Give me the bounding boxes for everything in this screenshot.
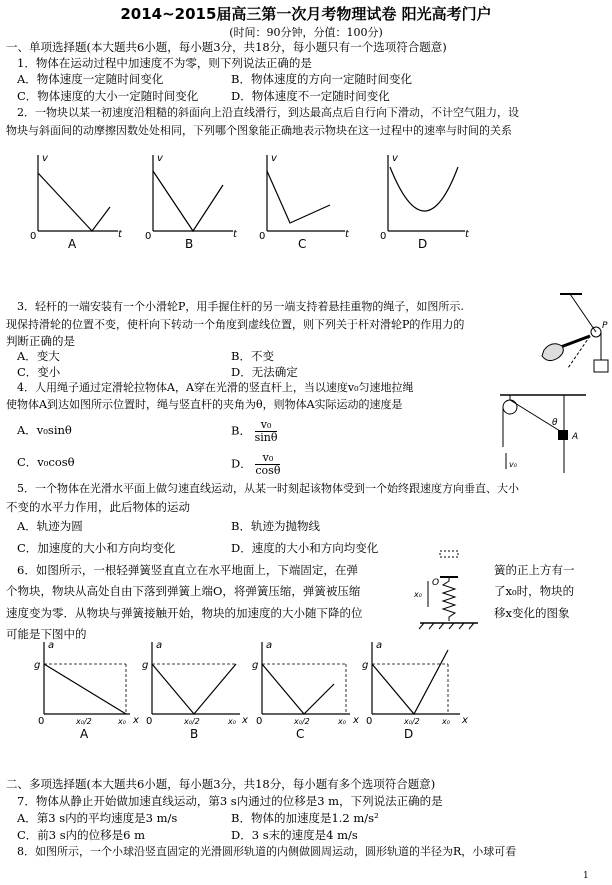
q2-label-d: D [418, 237, 428, 251]
q1-option-b: B．物体速度的方向一定随时间变化 [231, 72, 412, 86]
q3-stem-line1: 3．轻杆的一端安装有一个小滑轮P，用手握住杆的另一端支持着悬挂重物的绳子，如图所示. [17, 300, 464, 313]
q1-option-c: C．物体速度的大小一定随时间变化 [17, 89, 199, 103]
q1-option-a: A．物体速度一定随时间变化 [17, 72, 164, 86]
q6-axis-x-b: x [242, 715, 248, 726]
q2-axis-t-c: t [345, 229, 349, 240]
q3-option-d: D．无法确定 [231, 365, 298, 379]
q2-axis-v-d: v [392, 153, 398, 164]
q2-graph-d [388, 155, 465, 231]
q3-option-b: B．不变 [231, 349, 274, 363]
q4-option-d-fraction: $\frac{\text{v₀}}{\cos\theta}$ [255, 451, 281, 477]
q4-option-d-label: D． [231, 456, 252, 471]
q4-stem-line2: 使物体A到达如图所示位置时，绳与竖直杆的夹角为θ，则物体A实际运动的速度是 [6, 398, 403, 411]
q4-option-b-label: B． [231, 423, 251, 438]
q2-label-c: C [298, 237, 307, 251]
q2-axis-v-a: v [42, 153, 48, 164]
q6-label-a: A [80, 727, 89, 741]
q3-fig-label-p: P [602, 321, 608, 331]
q1-option-d: D．物体速度不一定随时间变化 [231, 89, 390, 103]
q7-option-a: A．第3 s内的平均速度是3 m/s [17, 811, 178, 825]
q6-x0-b: x₀ [228, 717, 236, 726]
q3-stem-line3: 判断正确的是 [6, 334, 75, 348]
q3-option-a: A．变大 [17, 349, 60, 363]
q6-half-d: x₀/2 [404, 717, 420, 726]
q6-axis-x-c: x [353, 715, 359, 726]
q4-rope-figure [496, 387, 596, 477]
q4-option-b-fraction: $\frac{\text{v₀}}{\sin\theta}$ [254, 418, 278, 444]
q2-axis-t-a: t [118, 229, 122, 240]
exam-info: (时间：90分钟，分值：100分) [229, 26, 383, 39]
q6-axis-a-c: a [266, 640, 273, 651]
q6-graph-c [262, 642, 350, 714]
q2-label-a: A [68, 237, 77, 251]
q4-fig-label-a: A [572, 432, 579, 442]
q6-g-d: g [362, 660, 369, 671]
q6-graph-a [44, 642, 130, 714]
q5-option-c: C．加速度的大小和方向均变化 [17, 541, 176, 555]
q6-acceleration-graphs [0, 640, 612, 740]
q6-x0-d: x₀ [442, 717, 450, 726]
q6-stem-line3b: 移x变化的图象 [494, 606, 570, 620]
q4-option-d [231, 452, 280, 477]
q4-option-b [231, 419, 277, 444]
q6-stem-line2b: 了x₀时，物块的 [494, 584, 575, 598]
q6-origin-a: 0 [38, 716, 45, 727]
q6-spring-figure [412, 551, 487, 633]
q4-option-c: C．v₀cosθ [17, 455, 75, 469]
q6-graph-b [152, 642, 240, 714]
q6-x0-c: x₀ [338, 717, 346, 726]
q2-axis-v-b: v [157, 153, 163, 164]
q6-half-b: x₀/2 [184, 717, 200, 726]
q2-origin-b: 0 [145, 231, 152, 242]
q6-origin-b: 0 [146, 716, 153, 727]
q6-g-c: g [252, 660, 259, 671]
section1-heading: 一、单项选择题(本大题共6小题，每小题3分，共18分，每小题只有一个选项符合题意) [6, 40, 447, 54]
q2-velocity-graphs [0, 145, 612, 255]
q2-origin-a: 0 [30, 231, 37, 242]
q6-axis-a-d: a [376, 640, 383, 651]
q6-half-c: x₀/2 [294, 717, 310, 726]
page-title: 2014~2015届高三第一次月考物理试卷 阳光高考门户 [120, 5, 492, 23]
q5-stem-line1: 5．一个物体在光滑水平面上做匀速直线运动，从某一时刻起该物体受到一个始终跟速度方向垂直、大小 [17, 482, 519, 495]
q2-stem-line2: 物块与斜面间的动摩擦因数处处相同，下列哪个图象能正确地表示物块在这一过程中的速率与时间的关系 [6, 124, 512, 137]
q6-stem-line2a: 个物块，物块从高处自由下落到弹簧上端O，将弹簧压缩，弹簧被压缩 [6, 584, 361, 598]
q2-origin-d: 0 [380, 231, 387, 242]
q6-stem-line1b: 簧的正上方有一 [494, 563, 575, 577]
q6-label-b: B [190, 727, 199, 741]
q5-option-b: B．轨迹为抛物线 [231, 519, 320, 533]
q6-g-b: g [142, 660, 149, 671]
q2-axis-t-b: t [233, 229, 237, 240]
q6-stem-line4: 可能是下图中的 [6, 627, 87, 641]
q2-origin-c: 0 [259, 231, 266, 242]
q3-option-c: C．变小 [17, 365, 61, 379]
q4-stem-line1: 4．人用绳子通过定滑轮拉物体A，A穿在光滑的竖直杆上，当以速度v₀匀速地拉绳 [17, 381, 414, 394]
q6-stem-line1a: 6．如图所示，一根轻弹簧竖直直立在水平地面上，下端固定，在弹 [17, 563, 358, 577]
q4-option-a: A．v₀sinθ [17, 423, 72, 437]
q2-graph-c [267, 155, 345, 231]
q7-option-c: C．前3 s内的位移是6 m [17, 828, 146, 842]
q2-axis-v-c: v [271, 153, 277, 164]
q6-stem-line3a: 速度变为零．从物块与弹簧接触开始，物块的加速度的大小随下降的位 [6, 606, 363, 620]
q6-axis-x-d: x [462, 715, 468, 726]
q6-axis-a-a: a [48, 640, 55, 651]
q6-x0-a: x₀ [118, 717, 126, 726]
q6-origin-c: 0 [256, 716, 263, 727]
q7-stem: 7．物体从静止开始做加速直线运动，第3 s内通过的位移是3 m，下列说法正确的是 [17, 794, 443, 808]
q7-option-b: B．物体的加速度是1.2 m/s² [231, 811, 379, 825]
q8-stem: 8．如图所示，一个小球沿竖直固定的光滑圆形轨道的内侧做圆周运动，圆形轨道的半径为R，小球可看 [17, 845, 517, 858]
q6-graph-d [372, 642, 460, 714]
q5-option-a: A．轨迹为圆 [17, 519, 83, 533]
q4-fig-v0: v₀ [509, 460, 517, 469]
q7-option-d: D．3 s末的速度是4 m/s [231, 828, 358, 842]
q6-label-d: D [404, 727, 414, 741]
q2-axis-t-d: t [465, 229, 469, 240]
q2-stem-line1: 2．一物块以某一初速度沿粗糙的斜面向上沿直线滑行，到达最高点后自行向下滑动，不计空气阻力，设 [17, 106, 519, 119]
q6-g-a: g [34, 660, 41, 671]
section2-heading: 二、多项选择题(本大题共6小题，每小题3分，共18分，每小题有多个选项符合题意) [6, 777, 436, 791]
q3-pulley-figure [530, 288, 610, 378]
q2-label-b: B [185, 237, 194, 251]
q6-axis-a-b: a [156, 640, 163, 651]
page-number: 1 [583, 871, 589, 881]
q5-option-d: D．速度的大小和方向均变化 [231, 541, 379, 555]
q2-graph-a [38, 155, 118, 231]
q6-label-c: C [296, 727, 305, 741]
q6-fig-o: O [432, 578, 440, 588]
q2-graph-b [153, 155, 233, 231]
q6-axis-x-a: x [133, 715, 139, 726]
q3-stem-line2: 现保持滑轮的位置不变，使杆向下转动一个角度到虚线位置，则下列关于杆对滑轮P的作用力的 [6, 318, 465, 331]
q1-stem: 1．物体在运动过程中加速度不为零，则下列说法正确的是 [17, 56, 312, 70]
q6-origin-d: 0 [366, 716, 373, 727]
q5-stem-line2: 不变的水平力作用，此后物体的运动 [6, 500, 190, 514]
q4-fig-theta: θ [552, 418, 558, 428]
q6-fig-x0: x₀ [414, 590, 422, 599]
q6-half-a: x₀/2 [76, 717, 92, 726]
